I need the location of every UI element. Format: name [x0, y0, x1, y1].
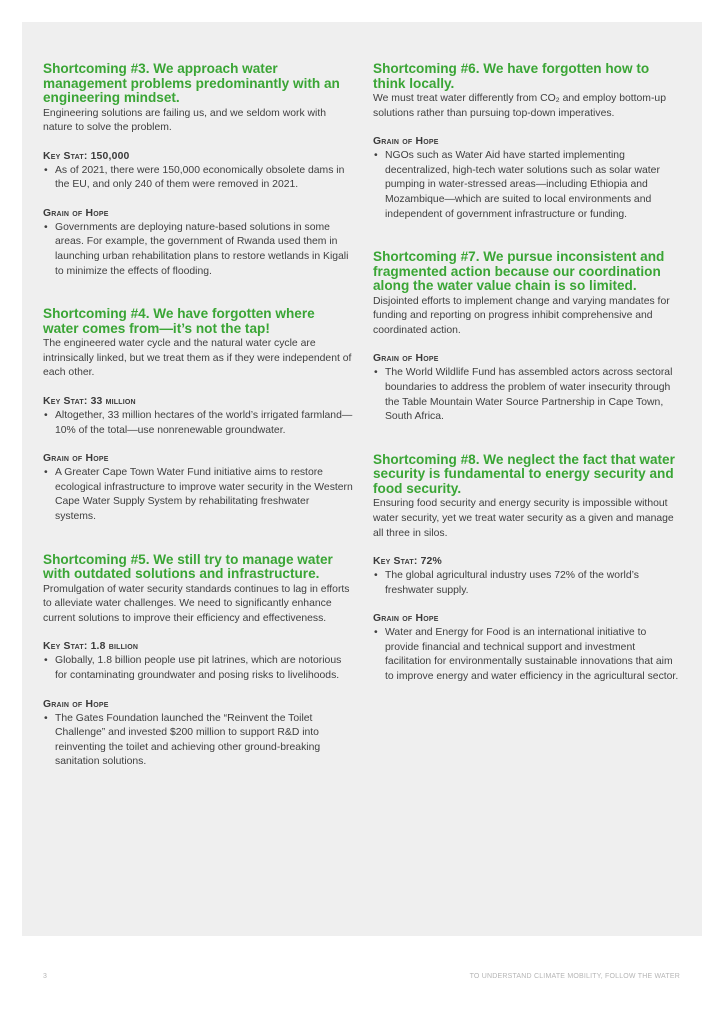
- shortcoming-7-section: [373, 250, 683, 425]
- key-stat-bullet: [373, 569, 683, 598]
- grain-of-hope-bullet: [43, 466, 353, 524]
- section-intro: Engineering solutions are failing us, and we seldom work with nature to solve the problem.: [43, 107, 327, 134]
- key-stat-label: Key Stat: 1.8 billion: [43, 641, 139, 653]
- bullet-text: Governments are deploying nature-based solutions in some areas. For example, the government of Rwanda used them in launching urban rehabilitation plans to restore wetlands in Kigali to minimize the effects of flooding.: [55, 221, 349, 277]
- right-column: [373, 62, 683, 713]
- left-column: [43, 62, 353, 798]
- bullet-icon: •: [374, 367, 378, 379]
- footer-title: TO UNDERSTAND CLIMATE MOBILITY, FOLLOW THE WATER: [469, 973, 680, 980]
- key-stat-bullet: [43, 654, 353, 683]
- bullet-icon: •: [374, 570, 378, 582]
- section-intro: We must treat water differently from CO₂ and employ bottom-up solutions rather than pursuing top-down imperatives.: [373, 93, 666, 119]
- bullet-icon: •: [44, 410, 48, 422]
- section-heading: Shortcoming #5. We still try to manage water with outdated solutions and infrastructure.: [43, 551, 333, 582]
- section-heading: Shortcoming #6. We have forgotten how to think locally.: [373, 61, 650, 91]
- bullet-icon: •: [44, 221, 48, 233]
- key-stat-bullet: [43, 164, 353, 193]
- section-intro: Promulgation of water security standards continues to lag in efforts to alleviate water challenges. We need to significantly enhance current solutions to improve their efficiency and effectiveness.: [43, 583, 350, 624]
- grain-of-hope-label: Grain of Hope: [373, 353, 439, 365]
- key-stat-bullet: [43, 409, 353, 438]
- grain-of-hope-bullet: [373, 149, 683, 222]
- grain-of-hope-bullet: [373, 366, 683, 424]
- bullet-text: Globally, 1.8 billion people use pit latrines, which are notorious for contaminating groundwater and posing risks to livelihoods.: [55, 655, 342, 681]
- shortcoming-5-section: [43, 553, 353, 770]
- bullet-text: A Greater Cape Town Water Fund initiative aims to restore ecological infrastructure to improve water security in the Western Cape Water Supply System by rehabilitating freshwater systems.: [55, 467, 353, 522]
- section-intro: Ensuring food security and energy security is impossible without water security, yet we treat water security as a given and manage all three in silos.: [373, 498, 674, 539]
- key-stat-label: Key Stat: 150,000: [43, 150, 130, 162]
- shortcoming-3-section: [43, 62, 353, 279]
- bullet-icon: •: [374, 627, 378, 639]
- bullet-text: Altogether, 33 million hectares of the world’s irrigated farmland—10% of the total—use nonrenewable groundwater.: [55, 410, 353, 436]
- key-stat-label: Key Stat: 72%: [373, 556, 442, 568]
- grain-of-hope-label: Grain of Hope: [43, 453, 109, 465]
- key-stat-label: Key Stat: 33 million: [43, 396, 136, 408]
- grain-of-hope-bullet: [43, 221, 353, 279]
- section-intro: The engineered water cycle and the natural water cycle are intrinsically linked, but we treat them as if they were independent of each other.: [43, 338, 352, 379]
- content-panel: [22, 22, 702, 936]
- grain-of-hope-bullet: [373, 626, 683, 684]
- bullet-text: The World Wildlife Fund has assembled actors across sectoral boundaries to address the problem of water insecurity through the Table Mountain Water Source Partnership in Cape Town, South Africa.: [385, 367, 673, 423]
- grain-of-hope-label: Grain of Hope: [373, 136, 439, 148]
- shortcoming-8-section: [373, 453, 683, 685]
- bullet-text: NGOs such as Water Aid have started implementing decentralized, high-tech water solutions such as solar water pumping in water-stressed areas—including Ethiopia and Mozambique—which are suited to local environments and independent of government infrastructure or funding.: [385, 150, 660, 220]
- section-intro: Disjointed efforts to implement change and varying mandates for funding and reporting on progress inhibit comprehensive and coordinated action.: [373, 295, 670, 336]
- bullet-icon: •: [374, 150, 378, 162]
- grain-of-hope-label: Grain of Hope: [43, 698, 109, 710]
- bullet-icon: •: [44, 655, 48, 667]
- bullet-icon: •: [44, 467, 48, 479]
- shortcoming-4-section: [43, 307, 353, 524]
- bullet-text: Water and Energy for Food is an international initiative to provide financial and technical support and investment facilitation for environmentally sustainable innovations that aim to improve energy and water efficiency in the agricultural sector.: [385, 627, 679, 683]
- section-heading: Shortcoming #3. We approach water management problems predominantly with an engineering mindset.: [43, 61, 340, 105]
- grain-of-hope-label: Grain of Hope: [373, 613, 439, 625]
- shortcoming-6-section: [373, 62, 683, 222]
- bullet-text: The Gates Foundation launched the “Reinvent the Toilet Challenge” and invested $200 million to support R&D into reinventing the toilet and achieving other ground-breaking sanitation solutions.: [55, 712, 321, 768]
- bullet-icon: •: [44, 164, 48, 176]
- grain-of-hope-bullet: [43, 712, 353, 770]
- bullet-text: The global agricultural industry uses 72% of the world’s freshwater supply.: [385, 570, 639, 596]
- bullet-text: As of 2021, there were 150,000 economically obsolete dams in the EU, and only 240 of them were removed in 2021.: [55, 164, 345, 191]
- page-number: 3: [43, 973, 48, 980]
- section-heading: Shortcoming #4. We have forgotten where water comes from—it’s not the tap!: [43, 306, 315, 336]
- grain-of-hope-label: Grain of Hope: [43, 207, 109, 219]
- section-heading: Shortcoming #7. We pursue inconsistent and fragmented action because our coordination along the water value chain is so limited.: [373, 249, 665, 294]
- section-heading: Shortcoming #8. We neglect the fact that water security is fundamental to energy security and food security.: [373, 451, 675, 496]
- bullet-icon: •: [44, 712, 48, 724]
